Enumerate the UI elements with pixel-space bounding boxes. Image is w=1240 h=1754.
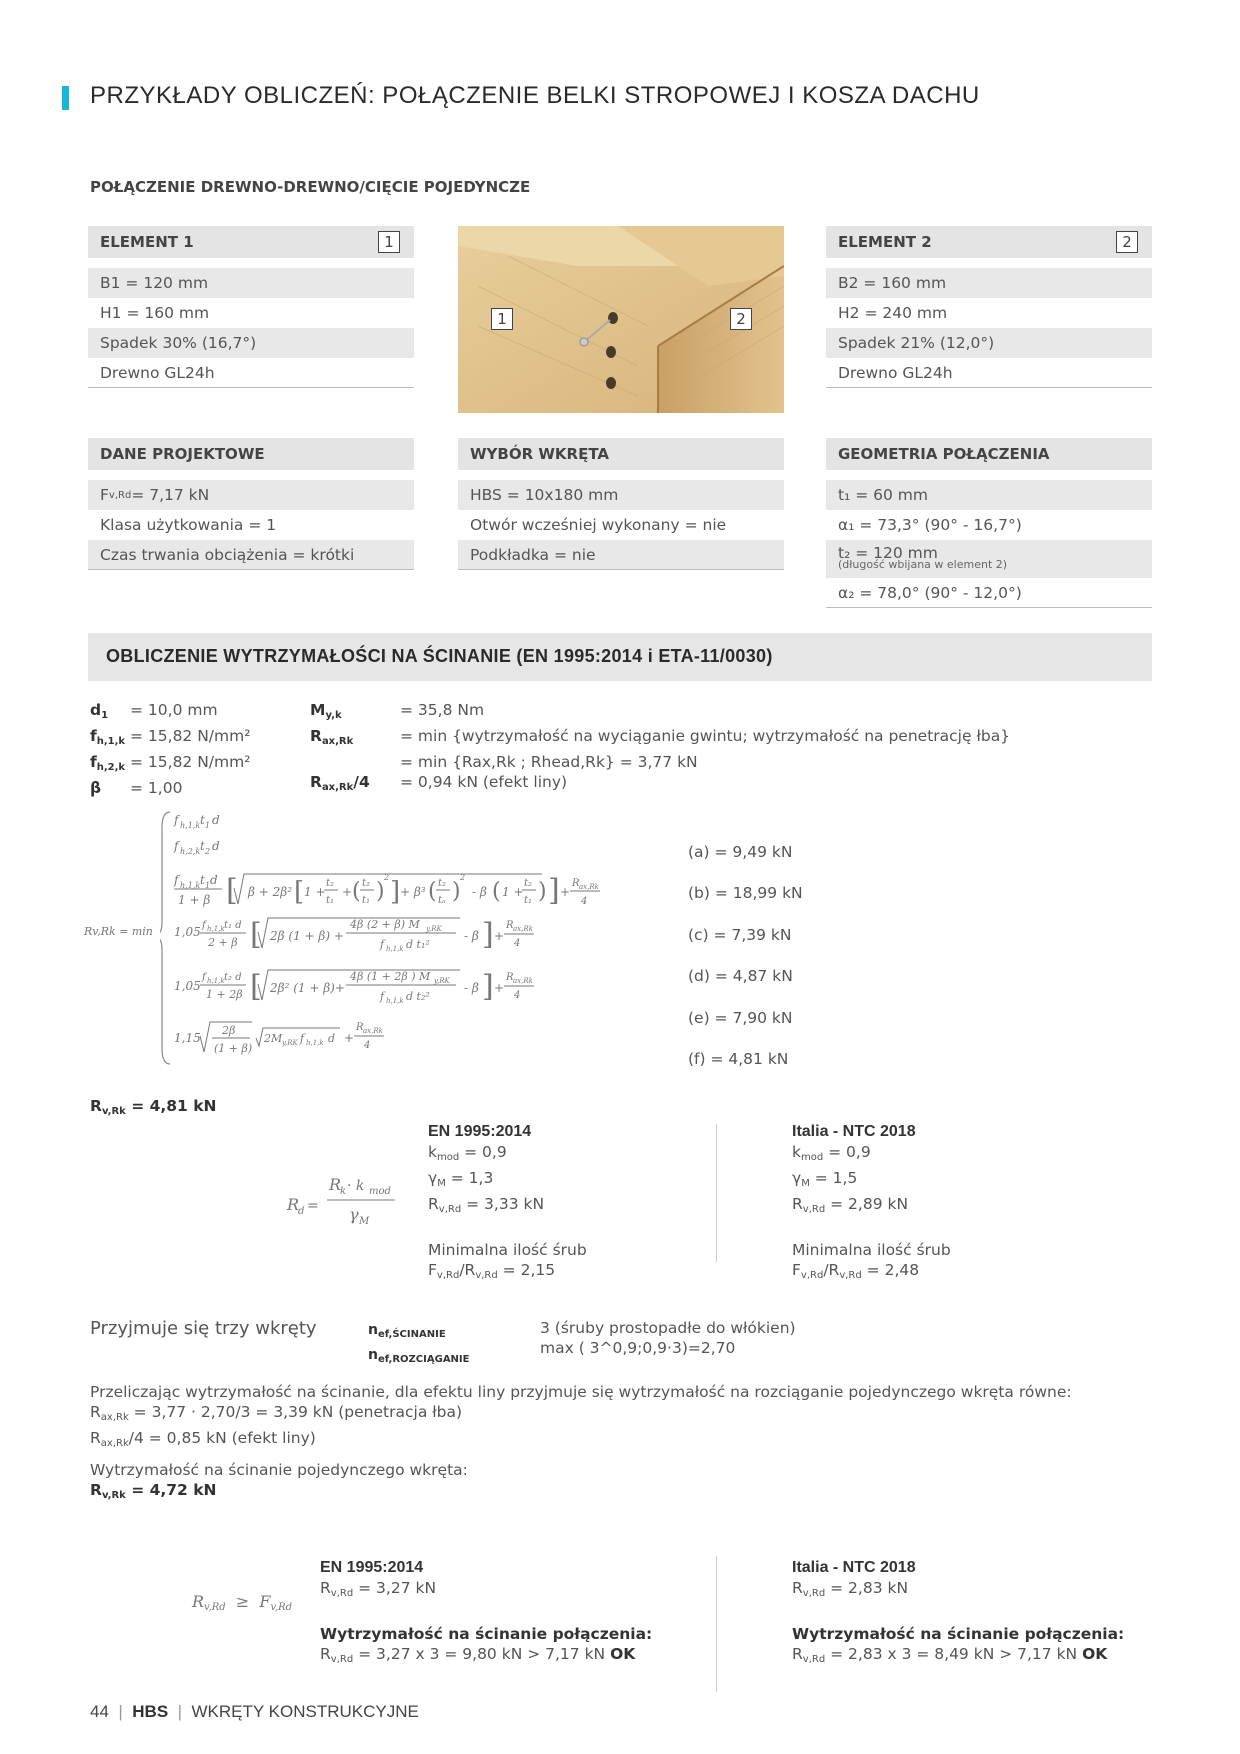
- fvrd-symbol: F: [100, 486, 109, 504]
- photo-label-1: 1: [491, 308, 513, 330]
- svg-text:2β: 2β: [222, 1024, 236, 1037]
- param-myk: [310, 700, 1170, 726]
- nef-tension-val: max ( 3^0,9;0,9·3)=2,70: [540, 1339, 736, 1357]
- fvrd-value: = 7,17 kN: [131, 486, 210, 504]
- rvrk-value: = 4,72 kN: [125, 1481, 217, 1499]
- svg-text:f: f: [300, 1032, 305, 1045]
- recalc-text: Przeliczając wytrzymałość na ścinanie, dla efektu liny przyjmuje się wytrzymałość na rozciąganie pojedynczego wkręta równe:: [90, 1383, 1072, 1401]
- element2-row: H2 = 240 mm: [838, 304, 948, 322]
- nef-shear: [368, 1320, 469, 1345]
- geo-row: α₁ = 73,3° (90° - 16,7°): [838, 516, 1022, 534]
- element2-number: 2: [1116, 231, 1138, 253]
- connection-photo: [458, 226, 784, 413]
- en2-rvrd-val: = 3,27 kN: [358, 1579, 437, 1597]
- element2-row: Spadek 21% (12,0°): [826, 328, 1152, 358]
- element1-row: Spadek 30% (16,7°): [88, 328, 414, 358]
- svg-text:1: 1: [205, 821, 211, 830]
- dane-table: [88, 438, 414, 570]
- svg-text:]: ]: [390, 877, 401, 907]
- param-fh1k: [90, 726, 310, 752]
- svg-text:d: d: [210, 873, 218, 887]
- en1-ratio-val: = 2,15: [502, 1261, 556, 1279]
- svg-text:2: 2: [460, 873, 466, 882]
- single-screw-text: Wytrzymałość na ścinanie pojedynczego wkręta:: [90, 1461, 468, 1479]
- it2-calc: $R_{v,Rd} = 2,83$ x 3 = 8,49 kN > 7,17 kN OK: [792, 1645, 1108, 1665]
- svg-text:4: 4: [581, 896, 588, 907]
- footer-section: WKRĘTY KONSTRUKCYJNE: [191, 1702, 419, 1721]
- footer-brand: HBS: [132, 1702, 169, 1721]
- svg-text:[: [: [250, 917, 262, 952]
- param-sub: h,2,k: [96, 762, 126, 773]
- screws-count-text: Przyjmuje się trzy wkręty: [90, 1318, 317, 1339]
- svg-text:4β (1 + 2β ) M: 4β (1 + 2β ) M: [350, 970, 431, 983]
- param-val: = 0,94 kN (efekt liny): [400, 773, 568, 791]
- it1-gm-val: = 1,5: [814, 1169, 858, 1187]
- en2-calc: $R_{v,Rd} = 3,27$ x 3 = 9,80 kN > 7,17 kN OK: [320, 1645, 636, 1665]
- param-sym: M: [310, 701, 326, 719]
- element1-table: [88, 226, 414, 388]
- dane-title: DANE PROJEKTOWE: [100, 445, 265, 463]
- param-val: = 35,8 Nm: [400, 701, 485, 719]
- it2-calc-val: = 2,83 x 3 = 8,49 kN > 7,17 kN: [830, 1645, 1078, 1663]
- svg-text:y,RK: y,RK: [426, 925, 442, 933]
- svg-text:d: d: [298, 1206, 305, 1217]
- svg-text:(: (: [428, 879, 437, 904]
- rvrk-sub: v,Rk: [101, 1106, 126, 1117]
- svg-text:]: ]: [548, 873, 560, 908]
- svg-text:t₁: t₁: [524, 895, 533, 906]
- en2-title: EN 1995:2014: [320, 1559, 424, 1576]
- svg-text:ax,Rk: ax,Rk: [513, 925, 533, 933]
- svg-text:f: f: [174, 839, 179, 853]
- wybor-row: HBS = 10x180 mm: [458, 480, 784, 510]
- param-suffix: /4: [353, 773, 370, 791]
- svg-text:2: 2: [384, 873, 390, 882]
- svg-text:f: f: [174, 873, 179, 887]
- it2-ok: OK: [1082, 1645, 1108, 1663]
- en2-ok: OK: [610, 1645, 636, 1663]
- param-sub: ax,Rk: [321, 736, 354, 747]
- en1995-block-1: [428, 1122, 708, 1286]
- svg-text:β + 2β²: β + 2β²: [248, 885, 293, 899]
- dane-row: Klasa użytkowania = 1: [100, 516, 277, 534]
- element1-title: ELEMENT 1: [100, 233, 194, 251]
- rvrk-value: = 4,81 kN: [125, 1097, 217, 1115]
- geo-row-t2: [826, 540, 1152, 578]
- nef-values: [540, 1318, 796, 1358]
- it2-title: Italia - NTC 2018: [792, 1559, 916, 1576]
- en1-gm-val: = 1,3: [450, 1169, 494, 1187]
- johansen-formula: [160, 808, 680, 1070]
- svg-text:h,1,k: h,1,k: [306, 1039, 324, 1047]
- divider: [716, 1556, 717, 1692]
- check-formula: $R_{v,Rd} \ge F_{v,Rd}$: [192, 1592, 293, 1613]
- svg-text:tₐ: tₐ: [438, 895, 446, 906]
- svg-text:h,1,k: h,1,k: [207, 925, 225, 933]
- results-list: [688, 832, 803, 1080]
- it2-rvrd: $R_{v,Rd} = 2,83$ kN: [792, 1579, 909, 1599]
- svg-text:+: +: [494, 981, 505, 995]
- svg-text:): ): [452, 879, 461, 904]
- rvrk-result-1: [90, 1096, 217, 1122]
- it2-bold: Wytrzymałość na ścinanie połączenia:: [792, 1625, 1125, 1643]
- svg-text:f: f: [202, 920, 206, 931]
- geo-row: t₁ = 60 mm: [826, 480, 1152, 510]
- svg-text:4β (2 + β) M: 4β (2 + β) M: [350, 918, 420, 931]
- svg-text:[: [: [226, 873, 238, 908]
- element2-title: ELEMENT 2: [838, 233, 932, 251]
- svg-text:2β² (1 + β)+: 2β² (1 + β)+: [270, 981, 345, 995]
- svg-text:- β: - β: [464, 981, 479, 995]
- svg-text:+: +: [342, 885, 353, 899]
- svg-text:[: [: [294, 877, 305, 907]
- svg-text:t: t: [200, 813, 205, 827]
- formula-label: Rv,Rk = min: [84, 925, 153, 938]
- svg-text:- β: - β: [464, 929, 479, 943]
- param-val: = 10,0 mm: [130, 701, 218, 719]
- svg-text:h,1,k: h,1,k: [386, 997, 404, 1005]
- param-val: = min {Rax,Rk ; Rhead,Rk} = 3,77 kN: [400, 753, 698, 771]
- banner-title: OBLICZENIE WYTRZYMAŁOŚCI NA ŚCINANIE (EN 1995:2014 i ETA-11/0030): [106, 646, 773, 666]
- nef-sub: ef,ROZCIĄGANIE: [377, 1354, 470, 1365]
- svg-text:): ): [538, 879, 547, 904]
- svg-text:- β: - β: [472, 885, 487, 899]
- svg-text:R: R: [287, 1195, 300, 1214]
- svg-text:h,1,k: h,1,k: [207, 977, 225, 985]
- en1-kmod: $k_{mod} = 0,9$: [428, 1143, 507, 1163]
- svg-text:(1 + β): (1 + β): [214, 1042, 253, 1055]
- svg-text:1 +: 1 +: [304, 885, 326, 899]
- svg-text:t₂ d: t₂ d: [224, 972, 242, 983]
- rvrk-symbol: R: [90, 1097, 102, 1115]
- svg-text:1 + β: 1 + β: [178, 893, 211, 907]
- svg-text:2 + β: 2 + β: [208, 936, 238, 949]
- geo-header: [826, 438, 1152, 470]
- it2-rvrd-val: = 2,83 kN: [830, 1579, 909, 1597]
- svg-text:y,RK: y,RK: [434, 977, 450, 985]
- svg-text:h,1,k: h,1,k: [180, 881, 201, 890]
- svg-text:1,05: 1,05: [174, 979, 201, 993]
- it1-title: Italia - NTC 2018: [792, 1123, 916, 1140]
- svg-text:f: f: [202, 972, 206, 983]
- svg-text:R: R: [506, 920, 514, 931]
- svg-text:2M: 2M: [264, 1032, 283, 1045]
- element1-header: [88, 226, 414, 258]
- nef-sym: n: [368, 1322, 378, 1338]
- wybor-title: WYBÓR WKRĘTA: [470, 445, 610, 463]
- svg-text:f: f: [380, 938, 385, 951]
- param-sub: 1: [101, 710, 109, 721]
- it1-ratio: $F_{v,Rd}/R_{v,Rd} = 2,48$: [792, 1261, 920, 1281]
- svg-text:1: 1: [205, 881, 211, 890]
- svg-text:f: f: [380, 990, 385, 1003]
- svg-text:]: ]: [482, 969, 494, 1004]
- svg-text:[: [: [250, 969, 262, 1004]
- param-beta: [90, 778, 310, 798]
- en1-rvrd: $R_{v,Rd} = 3,33$ kN: [428, 1195, 545, 1215]
- element1-row: B1 = 120 mm: [88, 268, 414, 298]
- svg-text:h,1,k: h,1,k: [180, 821, 201, 830]
- svg-text:1 + 2β: 1 + 2β: [206, 988, 243, 1001]
- param-d1: [90, 700, 310, 726]
- svg-text:1,15: 1,15: [174, 1031, 201, 1045]
- svg-text:1 +: 1 +: [502, 885, 524, 899]
- photo-label-2: 2: [730, 308, 752, 330]
- element2-header: [826, 226, 1152, 258]
- svg-text:d t₂²: d t₂²: [406, 990, 430, 1003]
- param-sub: y,k: [325, 710, 342, 721]
- param-fh2k: [90, 752, 310, 778]
- rvrk-sub: v,Rk: [101, 1490, 126, 1501]
- svg-text:R: R: [356, 1022, 364, 1033]
- nef-tension: [368, 1345, 469, 1370]
- svg-text:t: t: [200, 839, 205, 853]
- param-sym: R: [310, 773, 322, 791]
- svg-text:t₂: t₂: [438, 878, 447, 889]
- recalc-rax4-val: /4 = 0,85 kN (efekt liny): [128, 1429, 316, 1447]
- svg-text:ax,Rk: ax,Rk: [579, 883, 599, 891]
- svg-text:(: (: [352, 879, 361, 904]
- param-sym: d: [90, 701, 102, 719]
- param-sym: β: [90, 779, 102, 797]
- geo-table: [826, 438, 1152, 608]
- param-raxrk4: [310, 772, 1170, 798]
- element1-row: Drewno GL24h: [88, 358, 414, 388]
- page-number: 44: [90, 1702, 109, 1721]
- rvrk-symbol: R: [90, 1481, 102, 1499]
- svg-text:4: 4: [514, 990, 521, 1001]
- svg-text:h,1,k: h,1,k: [386, 945, 404, 953]
- recalc-rax4: $R_{ax,Rk}/4 = 0,85$ kN (efekt liny): [90, 1429, 316, 1449]
- param-sym: f: [90, 727, 97, 745]
- svg-text:2β (1 + β) +: 2β (1 + β) +: [270, 929, 344, 943]
- en1-ratio: $F_{v,Rd}/R_{v,Rd} = 2,15$: [428, 1261, 556, 1281]
- calculation-banner: [88, 633, 1152, 681]
- svg-text:]: ]: [482, 917, 494, 952]
- svg-text:2: 2: [205, 847, 211, 856]
- param-raxrk-min: [310, 752, 1170, 772]
- recalc-paragraph: [90, 1382, 1160, 1454]
- fvrd-sub: v,Rd: [108, 489, 132, 501]
- svg-text:d t₁²: d t₁²: [406, 938, 430, 951]
- it1-ratio-val: = 2,48: [866, 1261, 920, 1279]
- svg-text:k: k: [340, 1186, 347, 1197]
- it1-kmod: $k_{mod} = 0,9$: [792, 1143, 871, 1163]
- result-f: (f) = 4,81 kN: [688, 1050, 789, 1069]
- dane-row: Czas trwania obciążenia = krótki: [88, 540, 414, 570]
- param-sub: h,1,k: [96, 736, 126, 747]
- svg-text:d: d: [212, 839, 220, 853]
- svg-text:y,RK: y,RK: [282, 1039, 298, 1047]
- svg-text:ax,Rk: ax,Rk: [363, 1027, 383, 1035]
- element1-number: 1: [378, 231, 400, 253]
- params-right: [310, 700, 1170, 798]
- element2-table: [826, 226, 1152, 388]
- ntc-block-1: [792, 1122, 1092, 1286]
- recalc-rax: $R_{ax,Rk} = 3,77 \cdot 2,70/3 = 3,39$ kN (penetracja łba): [90, 1403, 463, 1423]
- svg-text:M: M: [359, 1216, 370, 1227]
- result-e: (e) = 7,90 kN: [688, 1008, 793, 1027]
- element1-row: H1 = 160 mm: [100, 304, 210, 322]
- svg-text:): ): [376, 879, 385, 904]
- result-c: (c) = 7,39 kN: [688, 925, 792, 944]
- svg-text:f: f: [174, 813, 179, 827]
- svg-text:ax,Rk: ax,Rk: [513, 977, 533, 985]
- geo-title: GEOMETRIA POŁĄCZENIA: [838, 445, 1050, 463]
- svg-text:(: (: [492, 879, 501, 904]
- param-sub: ax,Rk: [321, 782, 354, 793]
- svg-text:t: t: [200, 873, 205, 887]
- result-b: (b) = 18,99 kN: [688, 884, 803, 903]
- svg-text:t₂: t₂: [362, 878, 371, 889]
- en2-rvrd: $R_{v,Rd} = 3,27$ kN: [320, 1579, 437, 1599]
- it1-rvrd-val: = 2,89 kN: [830, 1195, 909, 1213]
- svg-text:R: R: [572, 878, 580, 889]
- svg-text:R: R: [329, 1175, 342, 1194]
- param-sym: f: [90, 753, 97, 771]
- rd-formula: [285, 1168, 405, 1232]
- wybor-header: [458, 438, 784, 470]
- param-raxrk: [310, 726, 1170, 752]
- en1-gm: $\gamma_M = 1,3$: [428, 1169, 494, 1189]
- params-left: [90, 700, 310, 798]
- svg-text:d: d: [212, 813, 220, 827]
- page-title: PRZYKŁADY OBLICZEŃ: POŁĄCZENIE BELKI STROPOWEJ I KOSZA DACHU: [90, 82, 980, 109]
- element2-row: Drewno GL24h: [826, 358, 1152, 388]
- svg-text:· k: · k: [347, 1178, 365, 1194]
- it1-rvrd: $R_{v,Rd} = 2,89$ kN: [792, 1195, 909, 1215]
- svg-text:t₁: t₁: [362, 895, 371, 906]
- dane-row-fvrd: [88, 480, 414, 510]
- it1-gm: $\gamma_M = 1,5$: [792, 1169, 858, 1189]
- svg-text:4: 4: [514, 938, 521, 949]
- param-val: = 1,00: [130, 779, 183, 797]
- rvrk-result-2: [90, 1480, 468, 1506]
- title-accent-bar: [62, 86, 69, 110]
- nef-shear-val: 3 (śruby prostopadłe do włókien): [540, 1319, 796, 1337]
- param-val: = 15,82 N/mm²: [130, 753, 251, 771]
- svg-text:4: 4: [364, 1040, 371, 1051]
- recalc-rax-val: = 3,77 · 2,70/3 = 3,39 kN (penetracja łba): [128, 1403, 463, 1421]
- page-footer: 44 | HBS | WKRĘTY KONSTRUKCYJNE: [90, 1702, 419, 1721]
- single-screw-block: [90, 1460, 468, 1506]
- svg-text:t₁: t₁: [326, 895, 335, 906]
- result-a: (a) = 9,49 kN: [688, 843, 793, 861]
- nef-sym: n: [368, 1347, 378, 1363]
- ntc-block-2: [792, 1558, 1172, 1670]
- svg-text:R: R: [506, 972, 514, 983]
- en1-title: EN 1995:2014: [428, 1123, 532, 1140]
- en1-rvrd-val: = 3,33 kN: [466, 1195, 545, 1213]
- param-val: = 15,82 N/mm²: [130, 727, 251, 745]
- divider: [716, 1124, 717, 1262]
- svg-text:d: d: [328, 1032, 336, 1045]
- en1-min: Minimalna ilość śrub: [428, 1241, 587, 1259]
- en1995-block-2: [320, 1558, 680, 1670]
- element2-row: B2 = 160 mm: [826, 268, 1152, 298]
- wybor-row: Otwór wcześniej wykonany = nie: [470, 516, 727, 534]
- en2-calc-val: = 3,27 x 3 = 9,80 kN > 7,17 kN: [358, 1645, 606, 1663]
- dane-header: [88, 438, 414, 470]
- svg-text:γ: γ: [349, 1205, 359, 1224]
- en1-kmod-val: = 0,9: [464, 1143, 507, 1161]
- nef-sub: ef,ŚCINANIE: [377, 1329, 446, 1340]
- param-sym: R: [310, 727, 322, 745]
- svg-text:+: +: [494, 929, 505, 943]
- nef-labels: [368, 1320, 469, 1370]
- svg-text:t₂: t₂: [524, 878, 533, 889]
- wybor-row: Podkładka = nie: [458, 540, 784, 570]
- wybor-table: [458, 438, 784, 570]
- svg-text:mod: mod: [369, 1186, 391, 1197]
- geo-t2-note: (długość wbijana w element 2): [838, 558, 1008, 571]
- svg-text:t₂: t₂: [326, 878, 335, 889]
- geo-row: α₂ = 78,0° (90° - 12,0°): [826, 578, 1152, 608]
- svg-text:1,05: 1,05: [174, 925, 201, 939]
- result-d: (d) = 4,87 kN: [688, 967, 793, 986]
- svg-text:+ β³: + β³: [400, 885, 426, 899]
- geo-t2: t₂ = 120 mm: [838, 544, 938, 562]
- svg-text:h,2,k: h,2,k: [180, 847, 201, 856]
- section-subtitle: POŁĄCZENIE DREWNO-DREWNO/CIĘCIE POJEDYNCZE: [90, 178, 531, 196]
- svg-text:t₁ d: t₁ d: [224, 920, 242, 931]
- svg-text:+: +: [560, 885, 571, 899]
- it1-kmod-val: = 0,9: [828, 1143, 871, 1161]
- param-val: = min {wytrzymałość na wyciąganie gwintu; wytrzymałość na penetrację łba}: [400, 727, 1011, 745]
- en2-bold: Wytrzymałość na ścinanie połączenia:: [320, 1625, 653, 1643]
- svg-text:+: +: [344, 1031, 355, 1045]
- it1-min: Minimalna ilość śrub: [792, 1241, 951, 1259]
- svg-text:=: =: [307, 1198, 319, 1214]
